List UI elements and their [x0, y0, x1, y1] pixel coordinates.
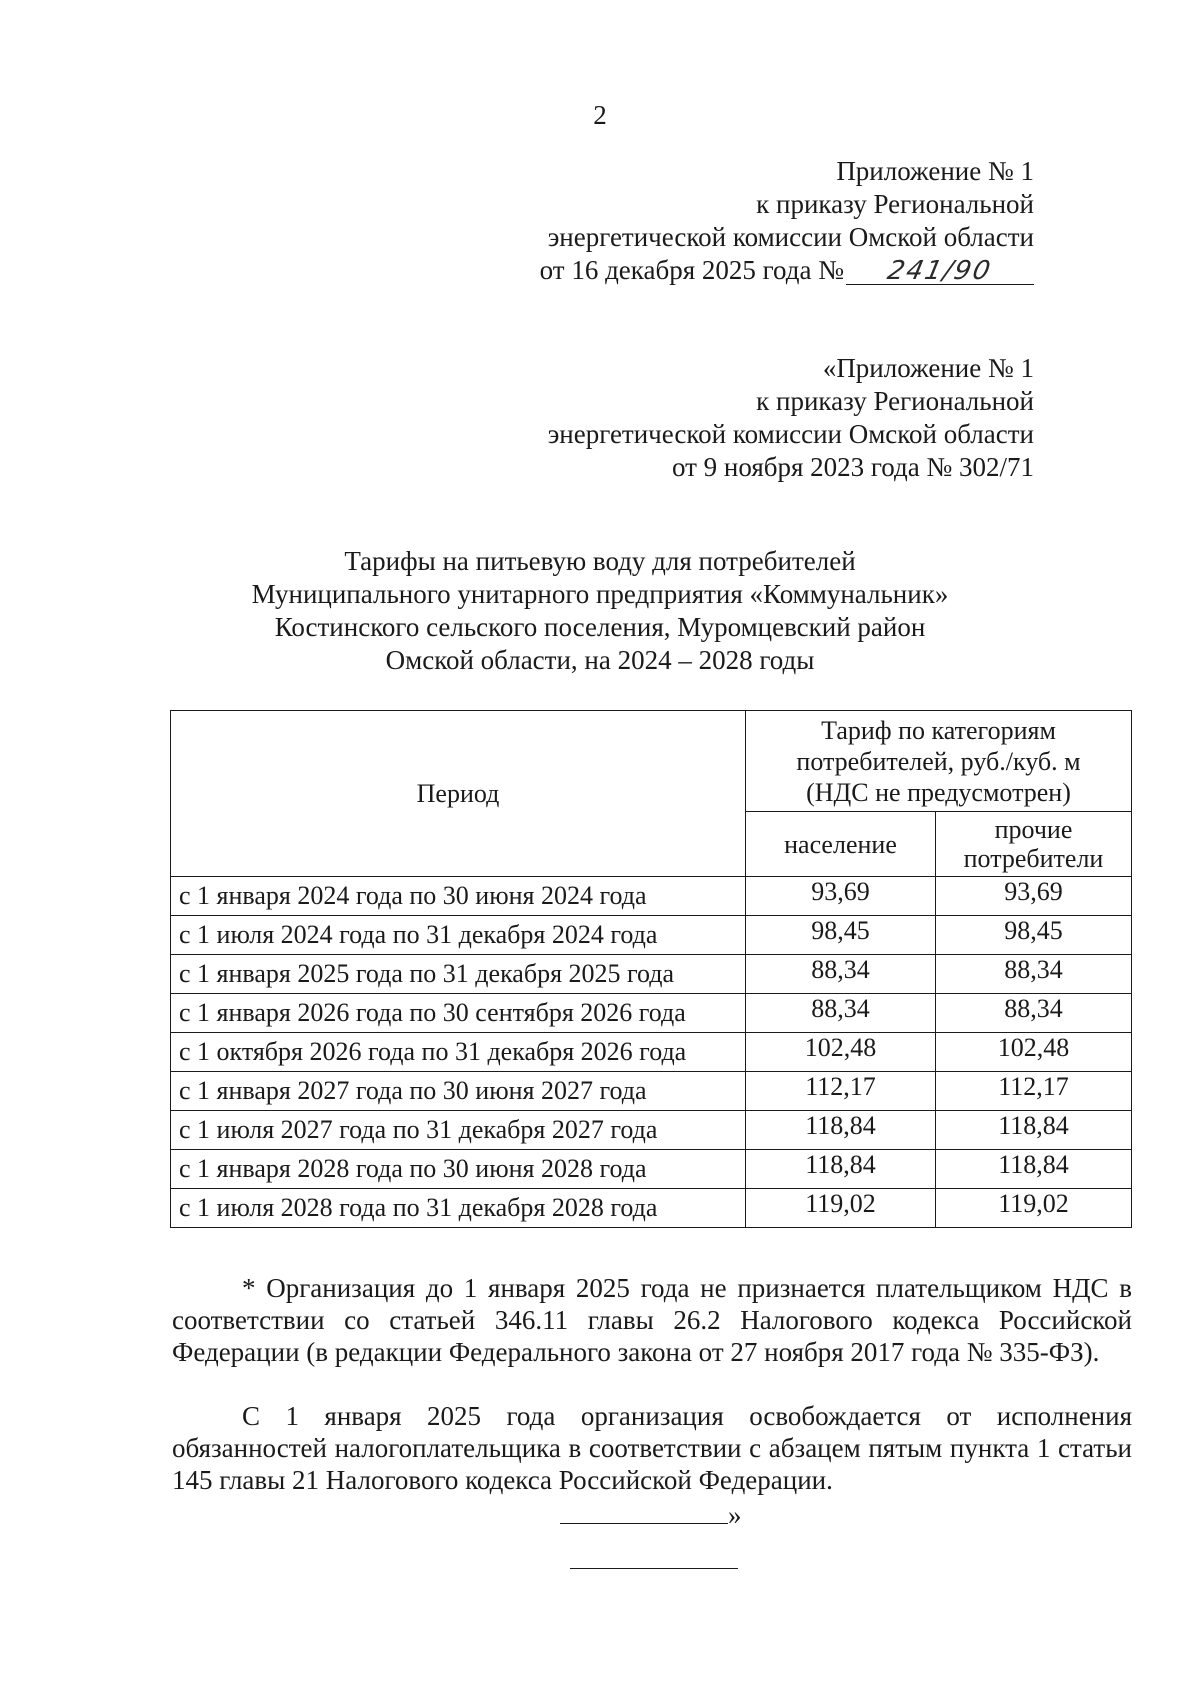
appendix-previous-line-2: к приказу Региональной [756, 386, 1034, 416]
order-date-prefix: от 16 декабря 2025 года № [539, 255, 844, 285]
header-other-consumers [936, 812, 1132, 877]
row-period: с 1 января 2028 года по 30 июня 2028 года [171, 1150, 746, 1189]
appendix-current-line-2: к приказу Региональной [756, 189, 1034, 219]
header-tariff-line-1: Тариф по категориям [821, 715, 1056, 745]
header-tariff [746, 711, 1132, 812]
header-other-line-1: прочие [994, 815, 1073, 844]
row-period: с 1 января 2026 года по 30 сентября 2026 года [171, 994, 746, 1033]
tariff-table [170, 710, 1132, 1228]
order-number-field [846, 257, 1034, 285]
appendix-previous-line-4: от 9 ноября 2023 года № 302/71 [671, 452, 1034, 482]
row-population-tariff: 112,17 [746, 1072, 936, 1111]
row-population-tariff: 118,84 [746, 1150, 936, 1189]
header-tariff-line-2: потребителей, руб./куб. м [796, 746, 1081, 776]
footnote-tax-exemption: С 1 января 2025 года организация освобождается от исполнения обязанностей налогоплательщика в соответствии с абзацем пятым пункта 1 статьи 145 главы 21 Налогового кодекса Российской Федерации. [172, 1401, 1132, 1495]
row-period: с 1 января 2027 года по 30 июня 2027 года [171, 1072, 746, 1111]
row-period: с 1 июля 2027 года по 31 декабря 2027 года [171, 1111, 746, 1150]
row-other-tariff: 93,69 [936, 877, 1132, 916]
row-period: с 1 июля 2024 года по 31 декабря 2024 года [171, 916, 746, 955]
row-other-tariff: 119,02 [936, 1189, 1132, 1228]
row-population-tariff: 119,02 [746, 1189, 936, 1228]
row-population-tariff: 88,34 [746, 955, 936, 994]
row-population-tariff: 102,48 [746, 1033, 936, 1072]
title-line-4: Омской области, на 2024 – 2028 годы [385, 645, 815, 675]
row-other-tariff: 118,84 [936, 1150, 1132, 1189]
closing-underline [560, 1505, 728, 1524]
header-other-line-2: потребители [963, 844, 1104, 873]
closing-quote: » [728, 1500, 742, 1530]
appendix-previous-header [548, 352, 1034, 484]
footnote-vat: * Организация до 1 января 2025 года не признается плательщиком НДС в соответствии со статьей 346.11 главы 26.2 Налогового кодекса Российской Федерации (в редакции Федерального закона от 27 ноября 2017 года № 335-ФЗ). [172, 1273, 1132, 1367]
row-population-tariff: 93,69 [746, 877, 936, 916]
row-period: с 1 октября 2026 года по 31 декабря 2026 года [171, 1033, 746, 1072]
table-row [171, 1033, 1132, 1072]
row-other-tariff: 102,48 [936, 1033, 1132, 1072]
table-row [171, 955, 1132, 994]
row-period: с 1 июля 2028 года по 31 декабря 2028 года [171, 1189, 746, 1228]
header-population: население [746, 812, 936, 877]
appendix-previous-line-1: «Приложение № 1 [822, 353, 1034, 383]
table-row [171, 1150, 1132, 1189]
row-other-tariff: 118,84 [936, 1111, 1132, 1150]
table-row [171, 877, 1132, 916]
header-tariff-line-3: (НДС не предусмотрен) [806, 777, 1071, 807]
end-separator-line [570, 1568, 738, 1569]
table-row [171, 1189, 1132, 1228]
row-other-tariff: 98,45 [936, 916, 1132, 955]
row-population-tariff: 98,45 [746, 916, 936, 955]
row-other-tariff: 88,34 [936, 994, 1132, 1033]
appendix-previous-line-3: энергетической комиссии Омской области [547, 419, 1034, 449]
table-row [171, 1072, 1132, 1111]
document-title [0, 545, 1200, 677]
table-row [171, 994, 1132, 1033]
title-line-2: Муниципального унитарного предприятия «Коммунальник» [251, 579, 949, 609]
title-line-1: Тарифы на питьевую воду для потребителей [344, 546, 856, 576]
appendix-current-line-4 [540, 254, 1034, 287]
row-other-tariff: 112,17 [936, 1072, 1132, 1111]
title-line-3: Костинского сельского поселения, Муромцевский район [274, 612, 926, 642]
table-row [171, 1111, 1132, 1150]
appendix-current-header [540, 155, 1034, 287]
row-other-tariff: 88,34 [936, 955, 1132, 994]
appendix-current-line-1: Приложение № 1 [836, 156, 1034, 186]
table-row [171, 916, 1132, 955]
header-period: Период [171, 711, 746, 877]
row-period: с 1 января 2025 года по 31 декабря 2025 года [171, 955, 746, 994]
closing-line [560, 1500, 742, 1531]
handwritten-order-number: 241/90 [885, 256, 995, 286]
row-population-tariff: 88,34 [746, 994, 936, 1033]
appendix-current-line-3: энергетической комиссии Омской области [547, 222, 1034, 252]
row-period: с 1 января 2024 года по 30 июня 2024 года [171, 877, 746, 916]
row-population-tariff: 118,84 [746, 1111, 936, 1150]
page-number: 2 [593, 100, 607, 130]
